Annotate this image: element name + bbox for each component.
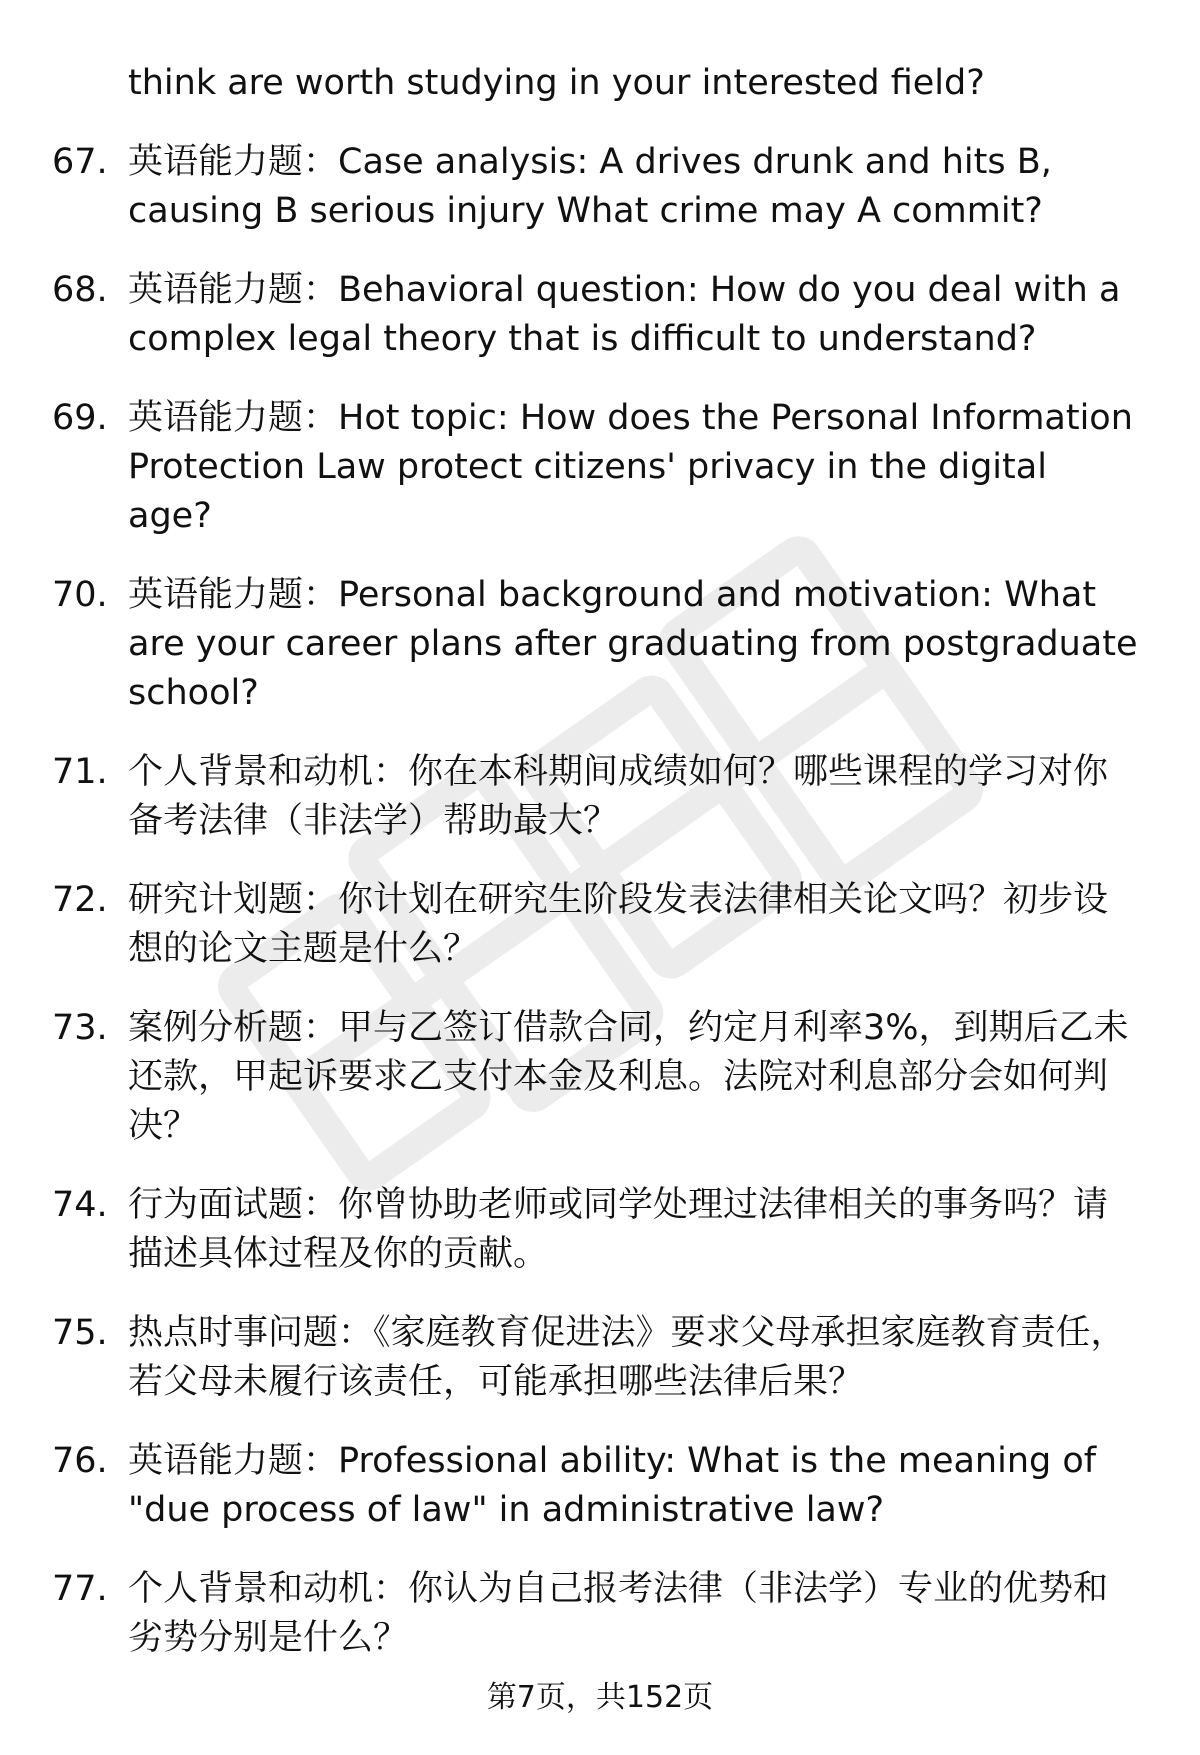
question-item	[52, 1181, 1140, 1279]
question-text: 个人背景和动机：你在本科期间成绩如何？哪些课程的学习对你备考法律（非法学）帮助最大？	[128, 752, 1109, 841]
question-item	[52, 1565, 1140, 1663]
question-item	[52, 1004, 1140, 1151]
question-text: 热点时事问题：《家庭教育促进法》要求父母承担家庭教育责任，若父母未履行该责任，可能承担哪些法律后果？	[128, 1313, 1126, 1402]
question-number: 77.	[52, 1569, 108, 1609]
page-footer: 第7页，共152页	[486, 1680, 714, 1715]
question-number: 70.	[52, 575, 108, 615]
question-text: 英语能力题：Behavioral question: How do you deal with a complex legal theory that is difficult to understand?	[128, 270, 1121, 359]
question-number: 67.	[52, 142, 108, 182]
question-text: 英语能力题：Hot topic: How does the Personal Information Protection Law protect citizens' privacy in the digital age?	[128, 398, 1133, 536]
question-text: 研究计划题：你计划在研究生阶段发表法律相关论文吗？初步设想的论文主题是什么？	[128, 880, 1109, 969]
question-item	[52, 1437, 1140, 1535]
question-item	[52, 266, 1140, 364]
question-item	[52, 138, 1140, 236]
question-number: 69.	[52, 398, 108, 438]
question-number: 74.	[52, 1185, 108, 1225]
question-text: 英语能力题：Personal background and motivation: What are your career plans after graduating from postgraduate school?	[128, 575, 1138, 713]
question-text: 个人背景和动机：你认为自己报考法律（非法学）专业的优势和劣势分别是什么？	[128, 1569, 1109, 1658]
question-item	[52, 571, 1140, 718]
question-text: 英语能力题：Professional ability: What is the meaning of "due process of law" in administrative law?	[128, 1441, 1097, 1530]
question-number: 73.	[52, 1008, 108, 1048]
question-text: 英语能力题：Case analysis: A drives drunk and hits B, causing B serious injury What crime may A commit?	[128, 142, 1052, 231]
question-item	[52, 876, 1140, 974]
question-item	[52, 394, 1140, 541]
question-item	[52, 1309, 1140, 1407]
question-item	[52, 748, 1140, 846]
question-text: 行为面试题：你曾协助老师或同学处理过法律相关的事务吗？请描述具体过程及你的贡献。	[128, 1185, 1109, 1274]
question-number: 68.	[52, 270, 108, 310]
question-number: 72.	[52, 880, 108, 920]
continued-question-text: think are worth studying in your interested field?	[128, 63, 985, 103]
question-number: 71.	[52, 752, 108, 792]
question-number: 75.	[52, 1313, 108, 1353]
question-text: 案例分析题：甲与乙签订借款合同，约定月利率3%，到期后乙未还款，甲起诉要求乙支付本金及利息。法院对利息部分会如何判决？	[128, 1008, 1129, 1146]
question-number: 76.	[52, 1441, 108, 1481]
